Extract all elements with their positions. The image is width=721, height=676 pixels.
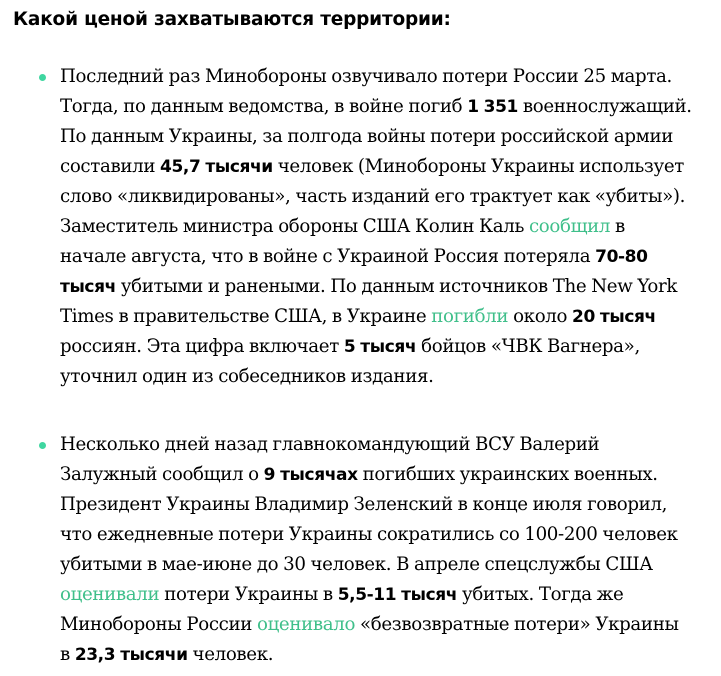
stat-number: 9 тысячах xyxy=(263,465,358,485)
text-line: начале августа, что в войне с Украиной Россия потеряла 70-80 xyxy=(60,246,648,267)
link-otsenivali[interactable]: оценивали xyxy=(60,584,160,605)
text-line: что ежедневные потери Украины сократились со 100-200 человек xyxy=(60,524,678,545)
text-line: Залужный сообщил о 9 тысячах погибших украинских военных. xyxy=(60,464,658,485)
text-line: Несколько дней назад главнокомандующий ВСУ Валерий xyxy=(60,434,600,455)
bullet-dot-icon xyxy=(39,442,46,449)
text-line: Times в правительстве США, в Украине погибли около 20 тысяч xyxy=(60,306,656,327)
link-otsenivalo[interactable]: оценивало xyxy=(256,614,356,635)
text-line: россиян. Эта цифра включает 5 тысяч бойцов «ЧВК Вагнера», xyxy=(60,336,640,357)
text-line: слово «ликвидированы», часть изданий его трактует как «убиты»). xyxy=(60,186,686,207)
casualty-list xyxy=(0,62,710,670)
stat-number: 5 тысяч xyxy=(343,337,417,357)
text-line: Последний раз Минобороны озвучивало потери России 25 марта. xyxy=(60,66,672,87)
text-line: Заместитель министра обороны США Колин Каль сообщил в xyxy=(60,216,625,237)
text-line: По данным Украины, за полгода войны потери российской армии xyxy=(60,126,674,147)
stat-number: 20 тысяч xyxy=(572,307,656,327)
link-pogibli[interactable]: погибли xyxy=(431,306,509,327)
stat-number: тысяч xyxy=(60,277,116,297)
text-line: составили 45,7 тысячи человек (Минобороны Украины использует xyxy=(60,156,684,177)
stat-number: 70-80 xyxy=(595,247,648,267)
stat-number: 45,7 тысячи xyxy=(160,157,273,177)
stat-number: 1 351 xyxy=(467,97,518,117)
stat-number: 23,3 тысячи xyxy=(74,645,188,665)
text-line: оценивали потери Украины в 5,5-11 тысяч убитых. Тогда же xyxy=(60,584,624,605)
text-line: уточнил один из собеседников издания. xyxy=(60,366,434,387)
text-line: Тогда, по данным ведомства, в войне погиб 1 351 военнослужащий. xyxy=(60,96,692,117)
text-line: Минобороны России оценивало «безвозвратные потери» Украины xyxy=(60,614,679,635)
list-item-ukrainian-losses xyxy=(0,430,710,670)
text-line: тысяч убитыми и ранеными. По данным источников The New York xyxy=(60,276,678,297)
text-line: убитыми в мае-июне до 30 человек. В апреле спецслужбы США xyxy=(60,554,653,575)
stat-number: 5,5-11 тысяч xyxy=(337,585,458,605)
bullet-dot-icon xyxy=(39,74,46,81)
text-line: Президент Украины Владимир Зеленский в конце июля говорил, xyxy=(60,494,668,515)
list-item-russian-losses xyxy=(0,62,710,392)
text-line: в 23,3 тысячи человек. xyxy=(60,644,274,665)
section-heading: Какой ценой захватываются территории: xyxy=(13,9,451,30)
link-soobshil[interactable]: сообщил xyxy=(528,216,611,237)
